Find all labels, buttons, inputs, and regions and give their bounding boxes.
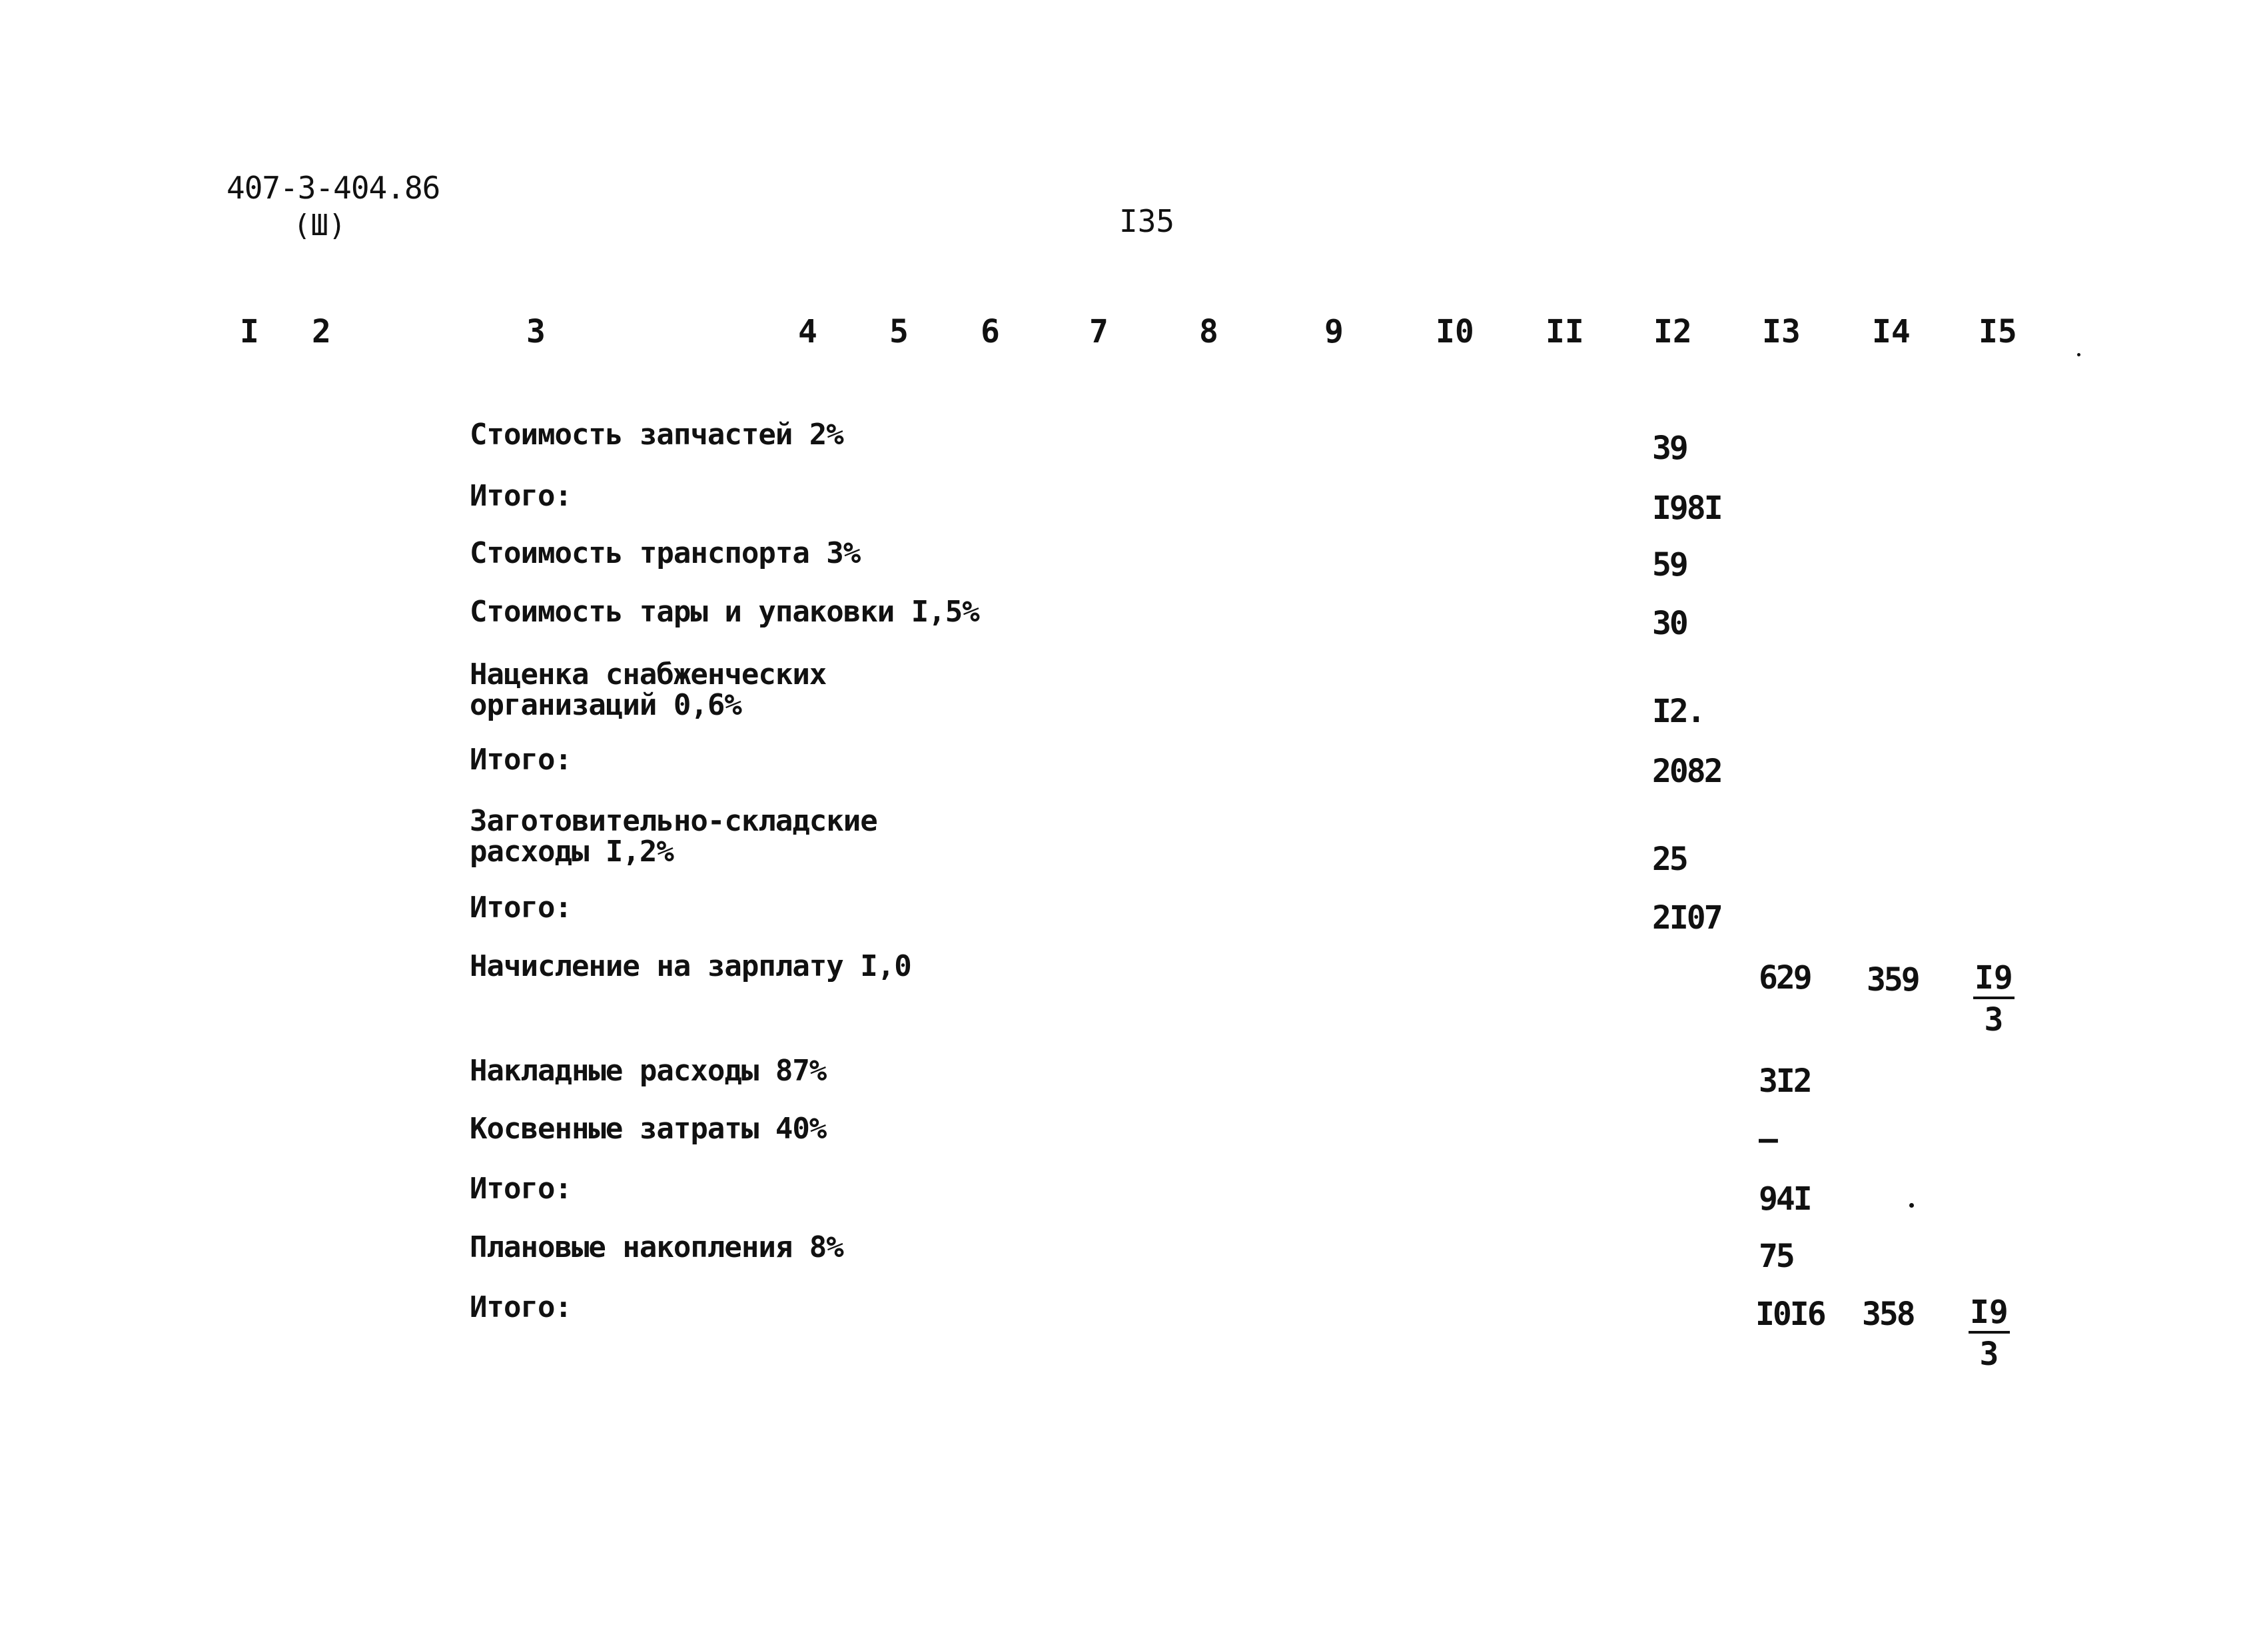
cell-col13: 94I (1759, 1180, 1811, 1218)
column-header-14: I4 (1872, 313, 1911, 350)
table-row-label: Накладные расходы 87% (470, 1054, 827, 1088)
cell-col12: I2. (1652, 693, 1704, 730)
fraction-numerator: I9 (1973, 959, 2015, 999)
column-header-2: 2 (312, 313, 331, 350)
column-header-4: 4 (798, 313, 817, 350)
table-row-label: Косвенные затраты 40% (470, 1112, 827, 1146)
cell-col15-fraction (1973, 959, 2015, 1040)
fraction-numerator: I9 (1969, 1294, 2010, 1334)
column-header-9: 9 (1324, 313, 1344, 350)
table-row-label: Начисление на зарплату I,0 (470, 949, 911, 983)
cell-col14: 359 (1867, 961, 1919, 999)
scan-speck (2077, 353, 2080, 356)
table-row-label: Итого: (470, 743, 572, 777)
table-row-label: Итого: (470, 891, 572, 925)
table-row-label: Стоимость запчастей 2% (470, 418, 843, 452)
cell-col13: I0I6 (1755, 1296, 1825, 1333)
cell-col12: 2I07 (1652, 899, 1721, 937)
column-header-3: 3 (526, 313, 546, 350)
document-section: (Ш) (293, 208, 346, 242)
document-code: 407-3-404.86 (226, 170, 440, 206)
table-row-label: Наценка снабженческих организаций 0,6% (470, 657, 827, 722)
table-row-label: Стоимость транспорта 3% (470, 536, 861, 570)
column-header-10: I0 (1436, 313, 1474, 350)
column-header-5: 5 (889, 313, 909, 350)
fraction-denominator: 3 (1984, 1001, 2004, 1038)
table-row-label: Стоимость тары и упаковки I,5% (470, 595, 979, 629)
table-row-label: Итого: (470, 479, 572, 513)
cell-col13: 75 (1759, 1238, 1793, 1275)
column-header-7: 7 (1089, 313, 1109, 350)
cell-col13: – (1759, 1120, 1776, 1158)
cell-col13: 3I2 (1759, 1062, 1811, 1100)
cell-col14: 358 (1862, 1296, 1914, 1333)
page-number: I35 (1119, 203, 1175, 239)
cell-col12: 30 (1652, 605, 1687, 642)
cell-col12: 39 (1652, 430, 1687, 467)
cell-col12: 25 (1652, 841, 1687, 878)
table-row-label: Итого: (470, 1290, 572, 1324)
fraction-denominator: 3 (1979, 1336, 1999, 1373)
column-header-13: I3 (1762, 313, 1801, 350)
column-header-11: II (1546, 313, 1584, 350)
table-row-label: Заготовительно-складские расходы I,2% (470, 804, 877, 869)
column-header-6: 6 (981, 313, 1000, 350)
cell-col12: 59 (1652, 546, 1687, 584)
column-header-15: I5 (1979, 313, 2017, 350)
column-header-1: I (240, 313, 259, 350)
table-row-label: Плановые накопления 8% (470, 1230, 843, 1264)
cell-col15-fraction (1969, 1294, 2010, 1375)
cell-col13: 629 (1759, 959, 1811, 997)
table-row-label: Итого: (470, 1172, 572, 1206)
cell-col12: 2082 (1652, 753, 1721, 790)
scan-speck (1909, 1203, 1914, 1208)
cell-col12: I98I (1652, 490, 1721, 527)
column-header-8: 8 (1199, 313, 1218, 350)
column-header-12: I2 (1653, 313, 1692, 350)
